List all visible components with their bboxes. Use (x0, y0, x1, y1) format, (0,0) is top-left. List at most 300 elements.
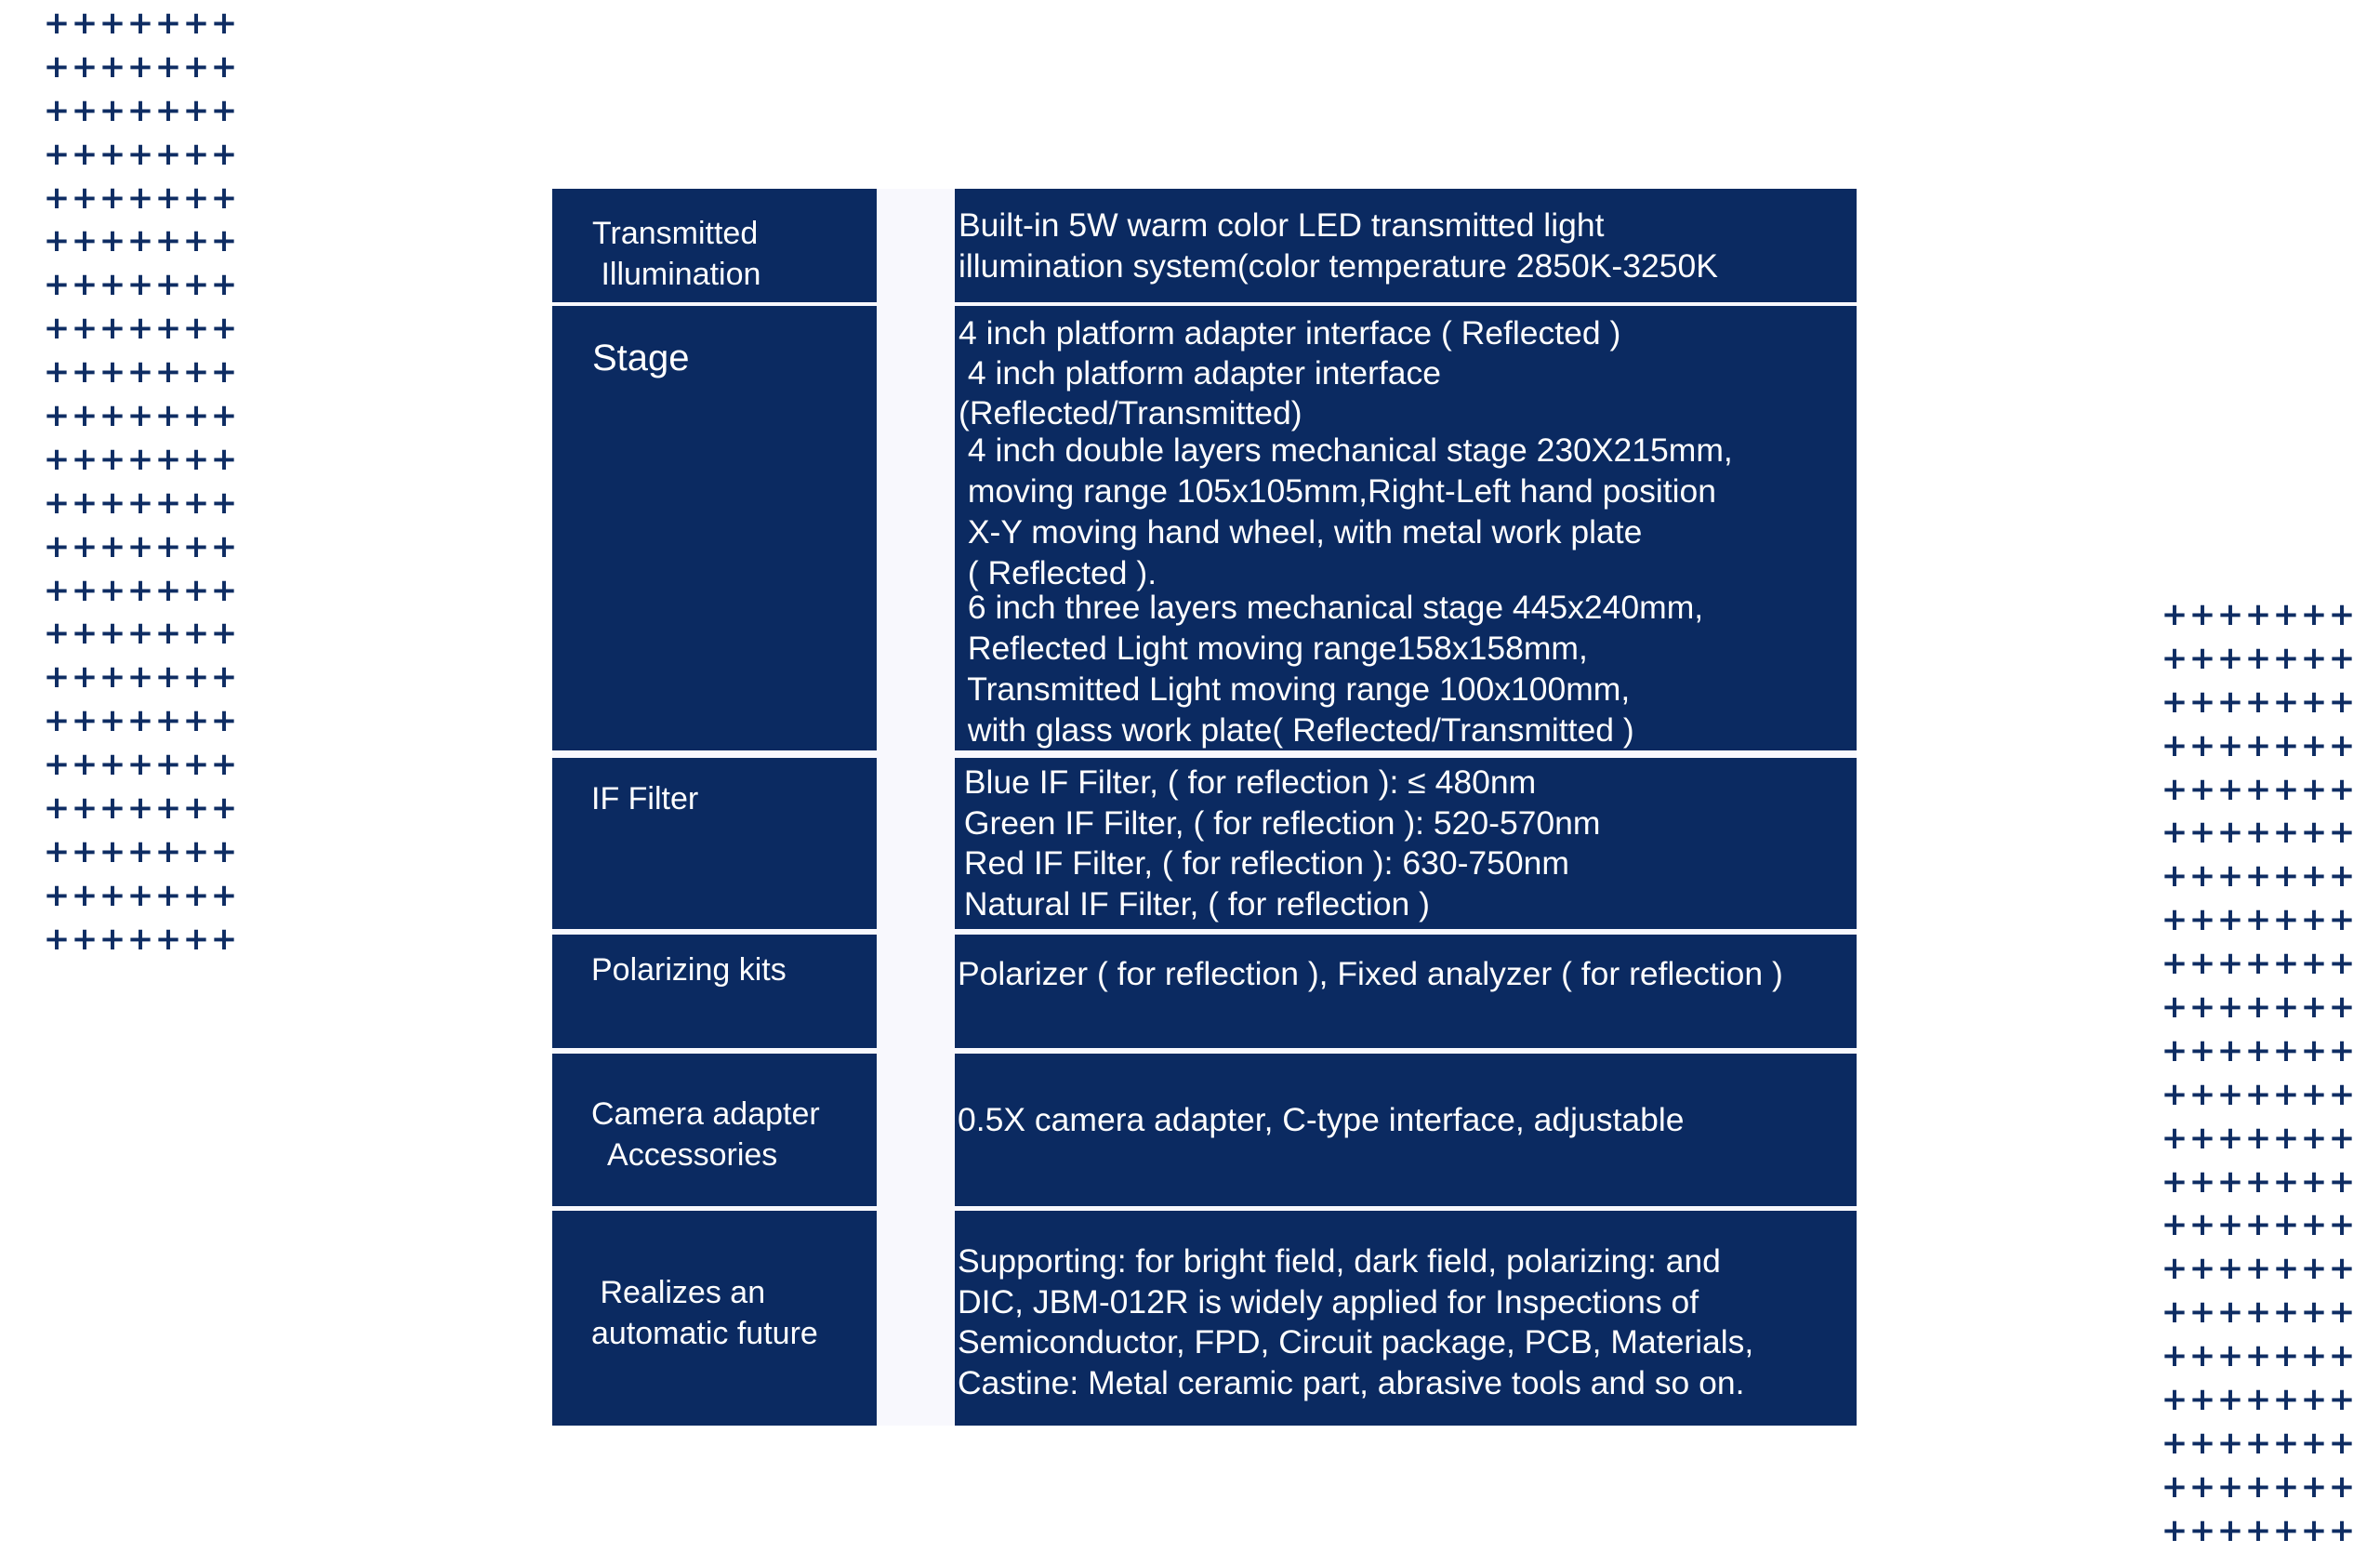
plus-mark: + (210, 658, 238, 697)
plus-mark: + (2161, 989, 2188, 1027)
plus-mark: + (2161, 1075, 2188, 1113)
row-value-cell (955, 306, 1857, 750)
plus-mark: + (154, 702, 182, 740)
plus-mark: + (2328, 1119, 2356, 1157)
plus-mark: + (2216, 945, 2244, 983)
plus-mark: + (126, 832, 154, 870)
plus-mark: + (2328, 770, 2356, 808)
row-value-line: with glass work plate( Reflected/Transmitted ) (959, 711, 1634, 749)
plus-mark: + (154, 353, 182, 392)
plus-mark: + (2244, 770, 2272, 808)
plus-mark: + (210, 527, 238, 565)
plus-mark: + (2161, 596, 2188, 633)
row-value-line: Transmitted Light moving range 100x100mm, (959, 670, 1631, 708)
plus-mark: + (2161, 1031, 2188, 1069)
plus-mark: + (2272, 770, 2300, 808)
plus-mark: + (2300, 1206, 2328, 1244)
plus-mark: + (2328, 1381, 2356, 1419)
plus-mark: + (182, 266, 210, 304)
plus-mark: + (2216, 726, 2244, 764)
row-value: Built-in 5W warm color LED transmitted light illumination system(color temperature 2850K-3250K (959, 206, 1718, 285)
plus-mark: + (2161, 857, 2188, 896)
plus-mark: + (43, 397, 71, 435)
plus-mark: + (210, 790, 238, 828)
plus-mark: + (2161, 1424, 2188, 1462)
plus-mark: + (99, 790, 126, 828)
plus-mark: + (71, 5, 99, 42)
row-label-cell (552, 935, 877, 1048)
plus-mark: + (126, 571, 154, 609)
plus-mark: + (154, 876, 182, 914)
plus-mark: + (99, 266, 126, 304)
plus-mark: + (2328, 596, 2356, 633)
plus-mark: + (2300, 1424, 2328, 1462)
plus-mark: + (2328, 814, 2356, 852)
plus-mark: + (2272, 989, 2300, 1027)
row-value-line: Reflected Light moving range158x158mm, (959, 630, 1588, 667)
plus-pattern-right (2161, 593, 2356, 1553)
plus-mark: + (99, 353, 126, 392)
plus-mark: + (2188, 1294, 2216, 1332)
plus-mark: + (2188, 770, 2216, 808)
plus-mark: + (2300, 814, 2328, 852)
plus-mark: + (43, 47, 71, 86)
plus-mark: + (154, 571, 182, 609)
plus-mark: + (154, 179, 182, 217)
plus-mark: + (43, 310, 71, 348)
plus-mark: + (99, 527, 126, 565)
plus-mark: + (126, 47, 154, 86)
plus-mark: + (71, 353, 99, 392)
row-value: Supporting: for bright field, dark field, polarizing: and DIC, JBM-012R is widely applied for Inspections of Semiconductor, FPD, Circuit package, PCB, Materials, Castine: Metal ceramic part, abrasive tools and so on. (958, 1242, 1754, 1401)
row-value-cell (955, 189, 1857, 302)
plus-mark: + (2244, 1162, 2272, 1201)
plus-mark: + (2161, 1206, 2188, 1244)
plus-mark: + (2188, 1337, 2216, 1375)
plus-mark: + (2300, 1381, 2328, 1419)
plus-mark: + (182, 790, 210, 828)
row-label-cell (552, 1054, 877, 1206)
plus-mark: + (2161, 814, 2188, 852)
plus-mark: + (2244, 1119, 2272, 1157)
plus-mark: + (154, 5, 182, 42)
plus-mark: + (210, 135, 238, 173)
plus-mark: + (182, 310, 210, 348)
plus-mark: + (2161, 770, 2188, 808)
plus-mark: + (2328, 1031, 2356, 1069)
plus-mark: + (2161, 1511, 2188, 1549)
plus-mark: + (2328, 1075, 2356, 1113)
plus-mark: + (126, 310, 154, 348)
plus-mark: + (154, 615, 182, 653)
plus-mark: + (2161, 1119, 2188, 1157)
row-label: Stage (592, 338, 690, 378)
row-value-line: 4 inch platform adapter interface (959, 354, 1441, 392)
plus-mark: + (182, 702, 210, 740)
plus-mark: + (2300, 945, 2328, 983)
plus-mark: + (126, 179, 154, 217)
row-label-cell (552, 1211, 877, 1426)
plus-mark: + (154, 135, 182, 173)
row-label-cell (552, 758, 877, 929)
plus-mark: + (2244, 1467, 2272, 1506)
table-row (552, 935, 1857, 1048)
plus-mark: + (210, 920, 238, 958)
plus-mark: + (2272, 1337, 2300, 1375)
plus-mark: + (71, 91, 99, 129)
plus-mark: + (71, 222, 99, 260)
plus-mark: + (43, 571, 71, 609)
plus-mark: + (2216, 1075, 2244, 1113)
plus-mark: + (2188, 596, 2216, 633)
plus-mark: + (71, 440, 99, 478)
plus-mark: + (154, 658, 182, 697)
plus-mark: + (2300, 1250, 2328, 1288)
plus-mark: + (2328, 639, 2356, 677)
plus-mark: + (2244, 1511, 2272, 1549)
plus-mark: + (126, 484, 154, 522)
plus-mark: + (43, 790, 71, 828)
plus-mark: + (2328, 1424, 2356, 1462)
plus-mark: + (99, 832, 126, 870)
plus-mark: + (126, 440, 154, 478)
plus-mark: + (71, 266, 99, 304)
plus-mark: + (210, 397, 238, 435)
plus-mark: + (43, 527, 71, 565)
plus-mark: + (126, 615, 154, 653)
plus-mark: + (182, 440, 210, 478)
plus-mark: + (2272, 1075, 2300, 1113)
plus-mark: + (126, 222, 154, 260)
plus-mark: + (182, 47, 210, 86)
plus-mark: + (2161, 1250, 2188, 1288)
plus-mark: + (71, 876, 99, 914)
plus-mark: + (126, 527, 154, 565)
plus-mark: + (154, 746, 182, 784)
plus-mark: + (154, 91, 182, 129)
plus-mark: + (154, 47, 182, 86)
plus-mark: + (2216, 1162, 2244, 1201)
plus-mark: + (2244, 989, 2272, 1027)
plus-mark: + (43, 266, 71, 304)
plus-mark: + (2244, 814, 2272, 852)
plus-mark: + (154, 440, 182, 478)
plus-mark: + (2216, 596, 2244, 633)
plus-mark: + (126, 920, 154, 958)
table-row (552, 306, 1857, 750)
plus-mark: + (2244, 639, 2272, 677)
row-value: Polarizer ( for reflection ), Fixed analyzer ( for reflection ) (958, 955, 1783, 992)
plus-mark: + (71, 135, 99, 173)
row-value-line: X-Y moving hand wheel, with metal work plate (959, 513, 1643, 551)
plus-mark: + (210, 310, 238, 348)
plus-mark: + (2300, 1162, 2328, 1201)
plus-mark: + (2300, 1467, 2328, 1506)
plus-mark: + (2272, 1162, 2300, 1201)
plus-mark: + (2300, 1337, 2328, 1375)
plus-mark: + (2300, 639, 2328, 677)
plus-mark: + (126, 266, 154, 304)
plus-mark: + (2244, 1250, 2272, 1288)
plus-mark: + (99, 222, 126, 260)
plus-mark: + (210, 91, 238, 129)
plus-mark: + (43, 91, 71, 129)
plus-mark: + (2272, 1467, 2300, 1506)
plus-mark: + (210, 353, 238, 392)
plus-mark: + (210, 876, 238, 914)
plus-mark: + (210, 440, 238, 478)
plus-mark: + (43, 920, 71, 958)
plus-mark: + (2328, 683, 2356, 721)
plus-mark: + (2272, 1206, 2300, 1244)
row-value-line: (Reflected/Transmitted) (959, 394, 1302, 431)
plus-mark: + (2188, 1119, 2216, 1157)
plus-mark: + (99, 91, 126, 129)
plus-mark: + (182, 832, 210, 870)
plus-mark: + (2328, 1337, 2356, 1375)
plus-mark: + (2161, 726, 2188, 764)
plus-mark: + (71, 790, 99, 828)
plus-mark: + (210, 615, 238, 653)
plus-mark: + (182, 876, 210, 914)
plus-mark: + (2244, 726, 2272, 764)
plus-mark: + (2216, 901, 2244, 939)
plus-mark: + (126, 746, 154, 784)
plus-mark: + (43, 440, 71, 478)
plus-mark: + (2244, 1206, 2272, 1244)
plus-mark: + (43, 135, 71, 173)
plus-mark: + (2272, 1294, 2300, 1332)
plus-mark: + (182, 484, 210, 522)
plus-mark: + (2188, 1250, 2216, 1288)
row-value-line: ( Reflected ). (959, 554, 1157, 591)
plus-mark: + (210, 5, 238, 42)
plus-mark: + (99, 876, 126, 914)
plus-mark: + (2188, 726, 2216, 764)
plus-mark: + (182, 527, 210, 565)
plus-mark: + (2272, 814, 2300, 852)
plus-mark: + (2216, 857, 2244, 896)
row-label: Transmitted Illumination (592, 216, 761, 292)
plus-mark: + (43, 702, 71, 740)
plus-mark: + (2216, 1250, 2244, 1288)
plus-mark: + (2216, 1206, 2244, 1244)
plus-mark: + (71, 484, 99, 522)
plus-mark: + (99, 310, 126, 348)
plus-mark: + (43, 5, 71, 42)
plus-mark: + (2216, 1467, 2244, 1506)
plus-mark: + (71, 746, 99, 784)
plus-mark: + (154, 222, 182, 260)
plus-mark: + (2188, 814, 2216, 852)
plus-mark: + (71, 920, 99, 958)
plus-mark: + (210, 222, 238, 260)
plus-mark: + (2272, 596, 2300, 633)
plus-mark: + (2216, 989, 2244, 1027)
plus-mark: + (210, 832, 238, 870)
row-label: Camera adapter Accessories (591, 1096, 820, 1173)
plus-mark: + (210, 266, 238, 304)
plus-mark: + (2188, 683, 2216, 721)
row-value-line: 4 inch double layers mechanical stage 230X215mm, (959, 431, 1733, 469)
plus-mark: + (99, 5, 126, 42)
plus-mark: + (2328, 1206, 2356, 1244)
plus-mark: + (2244, 1075, 2272, 1113)
plus-mark: + (182, 222, 210, 260)
plus-mark: + (71, 397, 99, 435)
plus-mark: + (210, 179, 238, 217)
plus-mark: + (2188, 945, 2216, 983)
plus-mark: + (2328, 945, 2356, 983)
plus-mark: + (2328, 1250, 2356, 1288)
plus-mark: + (154, 484, 182, 522)
row-value-line: 4 inch platform adapter interface ( Reflected ) (959, 314, 1621, 352)
plus-mark: + (182, 135, 210, 173)
plus-mark: + (2300, 1294, 2328, 1332)
plus-mark: + (43, 876, 71, 914)
plus-mark: + (154, 832, 182, 870)
plus-mark: + (2216, 770, 2244, 808)
plus-mark: + (71, 571, 99, 609)
plus-mark: + (2188, 1467, 2216, 1506)
plus-mark: + (43, 222, 71, 260)
plus-mark: + (2216, 1031, 2244, 1069)
row-label: IF Filter (591, 781, 699, 816)
plus-mark: + (2300, 989, 2328, 1027)
plus-mark: + (2244, 1294, 2272, 1332)
plus-mark: + (182, 615, 210, 653)
plus-mark: + (2161, 639, 2188, 677)
plus-mark: + (43, 746, 71, 784)
plus-mark: + (2244, 1424, 2272, 1462)
plus-mark: + (2300, 726, 2328, 764)
plus-mark: + (126, 5, 154, 42)
plus-mark: + (154, 310, 182, 348)
plus-mark: + (154, 790, 182, 828)
row-value-line: 6 inch three layers mechanical stage 445x240mm, (959, 589, 1704, 626)
plus-mark: + (2300, 1031, 2328, 1069)
plus-mark: + (2216, 683, 2244, 721)
plus-mark: + (71, 47, 99, 86)
plus-mark: + (71, 179, 99, 217)
plus-mark: + (99, 397, 126, 435)
plus-mark: + (99, 746, 126, 784)
row-label: Realizes an automatic future (591, 1275, 818, 1351)
plus-mark: + (2272, 901, 2300, 939)
plus-mark: + (2272, 1031, 2300, 1069)
plus-mark: + (2272, 639, 2300, 677)
plus-mark: + (126, 135, 154, 173)
plus-mark: + (2272, 683, 2300, 721)
plus-mark: + (126, 702, 154, 740)
plus-mark: + (2272, 1511, 2300, 1549)
plus-mark: + (2216, 1511, 2244, 1549)
plus-mark: + (71, 310, 99, 348)
plus-mark: + (99, 484, 126, 522)
plus-pattern-left (43, 2, 238, 962)
plus-mark: + (2161, 1337, 2188, 1375)
plus-mark: + (2188, 901, 2216, 939)
plus-mark: + (2188, 989, 2216, 1027)
row-label-cell (552, 189, 877, 302)
plus-mark: + (2216, 814, 2244, 852)
plus-mark: + (182, 91, 210, 129)
plus-mark: + (2161, 901, 2188, 939)
plus-mark: + (99, 47, 126, 86)
plus-mark: + (126, 790, 154, 828)
plus-mark: + (2272, 726, 2300, 764)
plus-mark: + (126, 876, 154, 914)
plus-mark: + (2188, 1424, 2216, 1462)
plus-mark: + (2244, 945, 2272, 983)
plus-mark: + (2188, 639, 2216, 677)
plus-mark: + (2244, 1381, 2272, 1419)
plus-mark: + (154, 920, 182, 958)
plus-mark: + (2328, 726, 2356, 764)
plus-mark: + (182, 746, 210, 784)
table-row (552, 189, 1857, 302)
plus-mark: + (43, 179, 71, 217)
plus-mark: + (99, 658, 126, 697)
row-value-cell (955, 1211, 1857, 1426)
plus-mark: + (182, 5, 210, 42)
plus-mark: + (2300, 1075, 2328, 1113)
plus-mark: + (2300, 770, 2328, 808)
spec-table (552, 189, 1857, 1426)
plus-mark: + (2216, 1337, 2244, 1375)
plus-mark: + (2188, 857, 2216, 896)
plus-mark: + (2216, 1381, 2244, 1419)
plus-mark: + (126, 658, 154, 697)
plus-mark: + (2161, 1381, 2188, 1419)
plus-mark: + (2161, 1162, 2188, 1201)
row-value-cell (955, 758, 1857, 929)
plus-mark: + (2328, 1511, 2356, 1549)
plus-mark: + (154, 266, 182, 304)
plus-mark: + (2161, 1467, 2188, 1506)
plus-mark: + (182, 353, 210, 392)
plus-mark: + (2188, 1162, 2216, 1201)
table-row (552, 1054, 1857, 1206)
plus-mark: + (154, 527, 182, 565)
plus-mark: + (99, 135, 126, 173)
plus-mark: + (182, 397, 210, 435)
plus-mark: + (2216, 1424, 2244, 1462)
plus-mark: + (2188, 1075, 2216, 1113)
plus-mark: + (2244, 1031, 2272, 1069)
table-row (552, 758, 1857, 929)
row-value-cell (955, 1054, 1857, 1206)
plus-mark: + (2328, 989, 2356, 1027)
row-value-line: moving range 105x105mm,Right-Left hand position (959, 472, 1717, 510)
plus-mark: + (2300, 857, 2328, 896)
plus-mark: + (210, 746, 238, 784)
plus-mark: + (2300, 683, 2328, 721)
plus-mark: + (2272, 1250, 2300, 1288)
plus-mark: + (2216, 1294, 2244, 1332)
plus-mark: + (2244, 683, 2272, 721)
plus-mark: + (71, 527, 99, 565)
plus-mark: + (182, 920, 210, 958)
plus-mark: + (182, 179, 210, 217)
plus-mark: + (43, 353, 71, 392)
plus-mark: + (99, 702, 126, 740)
row-label-cell (552, 306, 877, 750)
plus-mark: + (71, 832, 99, 870)
plus-mark: + (154, 397, 182, 435)
plus-mark: + (2161, 945, 2188, 983)
plus-mark: + (2328, 857, 2356, 896)
